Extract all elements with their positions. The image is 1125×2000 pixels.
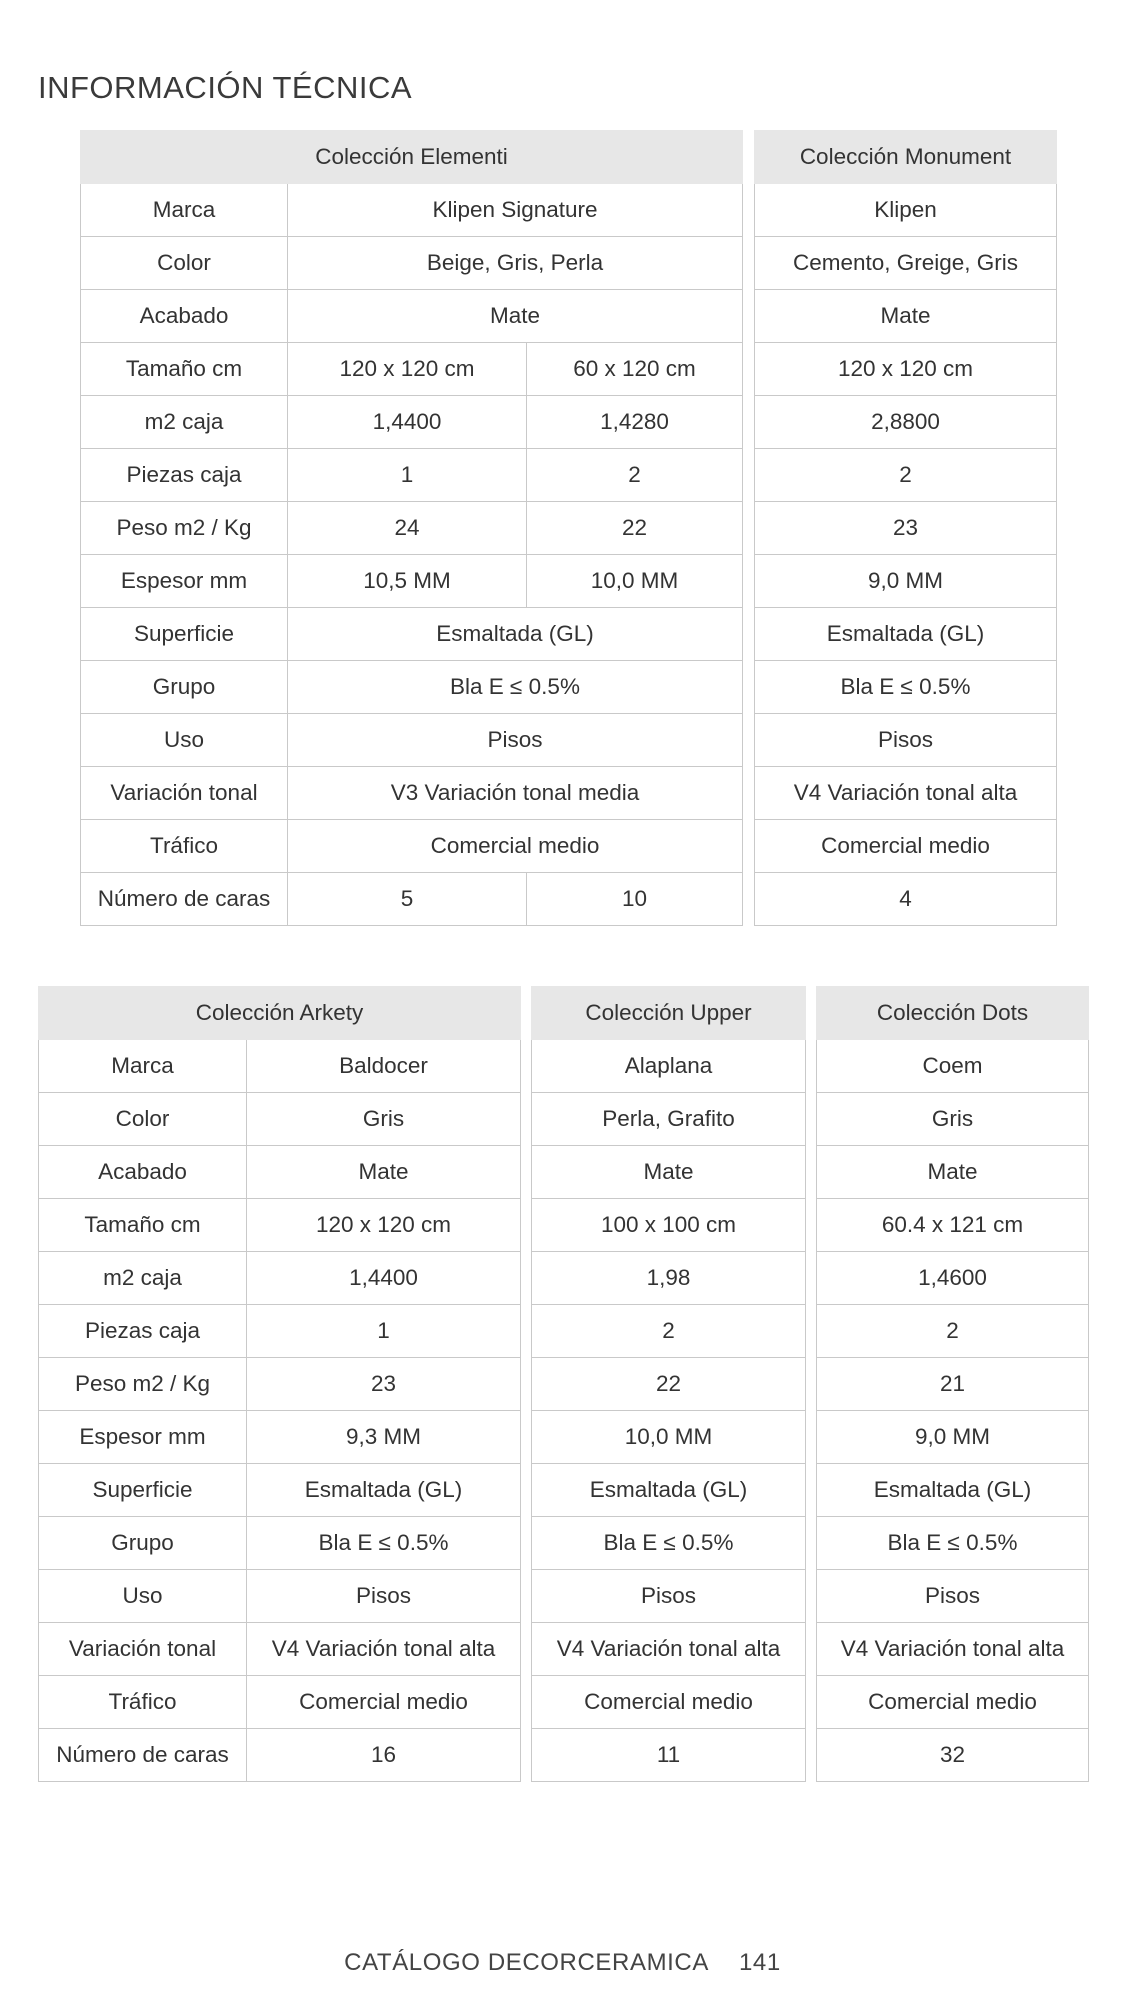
table-row xyxy=(532,1252,806,1305)
table-row xyxy=(532,1040,806,1093)
cell: 21 xyxy=(817,1358,1089,1411)
table-row xyxy=(39,1305,521,1358)
table-row xyxy=(755,767,1057,820)
cell: Pisos xyxy=(755,714,1057,767)
table-row xyxy=(81,873,743,926)
table-row xyxy=(81,555,743,608)
table-row xyxy=(755,290,1057,343)
cell: 10 xyxy=(527,873,743,926)
table-row xyxy=(817,1464,1089,1517)
table-row xyxy=(81,502,743,555)
cell: V4 Variación tonal alta xyxy=(247,1623,521,1676)
row-label: Uso xyxy=(81,714,288,767)
table-row xyxy=(532,1199,806,1252)
table-row xyxy=(532,1358,806,1411)
table-row xyxy=(532,1517,806,1570)
cell: V4 Variación tonal alta xyxy=(532,1623,806,1676)
cell: 10,0 MM xyxy=(532,1411,806,1464)
cell: Mate xyxy=(532,1146,806,1199)
cell: 2,8800 xyxy=(755,396,1057,449)
monument-spec-table xyxy=(754,130,1057,926)
cell: 22 xyxy=(527,502,743,555)
cell: Alaplana xyxy=(532,1040,806,1093)
table-row xyxy=(755,396,1057,449)
row-label: Tamaño cm xyxy=(81,343,288,396)
cell: Comercial medio xyxy=(755,820,1057,873)
cell: 16 xyxy=(247,1729,521,1782)
row-label: Grupo xyxy=(81,661,288,714)
cell: 1,4400 xyxy=(288,396,527,449)
table-row xyxy=(39,1040,521,1093)
cell: 60 x 120 cm xyxy=(527,343,743,396)
row-label: Superficie xyxy=(81,608,288,661)
table-row xyxy=(39,1729,521,1782)
row-label: Espesor mm xyxy=(81,555,288,608)
row-label: Piezas caja xyxy=(39,1305,247,1358)
dots-spec-table xyxy=(816,986,1089,1782)
table-row xyxy=(81,767,743,820)
row-label: Uso xyxy=(39,1570,247,1623)
cell: Perla, Grafito xyxy=(532,1093,806,1146)
cell: 1,98 xyxy=(532,1252,806,1305)
cell: Comercial medio xyxy=(288,820,743,873)
cell: 120 x 120 cm xyxy=(755,343,1057,396)
cell: 1,4400 xyxy=(247,1252,521,1305)
cell: 100 x 100 cm xyxy=(532,1199,806,1252)
cell: 24 xyxy=(288,502,527,555)
cell: Gris xyxy=(817,1093,1089,1146)
page-number: 141 xyxy=(738,1949,781,1976)
table-row xyxy=(81,237,743,290)
cell: 22 xyxy=(532,1358,806,1411)
cell: V4 Variación tonal alta xyxy=(755,767,1057,820)
table-row xyxy=(39,1358,521,1411)
row-label: Espesor mm xyxy=(39,1411,247,1464)
page-footer xyxy=(0,1949,1125,1977)
cell: Bla E ≤ 0.5% xyxy=(247,1517,521,1570)
row-label: Número de caras xyxy=(81,873,288,926)
table-row xyxy=(817,1517,1089,1570)
table-row xyxy=(81,714,743,767)
table-row xyxy=(817,1146,1089,1199)
table-row xyxy=(755,555,1057,608)
table-row xyxy=(39,1199,521,1252)
row-label: m2 caja xyxy=(39,1252,247,1305)
cell: 60.4 x 121 cm xyxy=(817,1199,1089,1252)
table-row xyxy=(532,1676,806,1729)
row-label: Marca xyxy=(81,184,288,237)
cell: Mate xyxy=(288,290,743,343)
row-label: Marca xyxy=(39,1040,247,1093)
row-label: Superficie xyxy=(39,1464,247,1517)
table-row xyxy=(817,1729,1089,1782)
cell: 1,4600 xyxy=(817,1252,1089,1305)
table-header-row xyxy=(39,987,521,1040)
cell: 2 xyxy=(532,1305,806,1358)
upper-header: Colección Upper xyxy=(532,987,806,1040)
table-row xyxy=(817,1358,1089,1411)
cell: V3 Variación tonal media xyxy=(288,767,743,820)
cell: 2 xyxy=(755,449,1057,502)
cell: Baldocer xyxy=(247,1040,521,1093)
table-row xyxy=(39,1676,521,1729)
table-row xyxy=(532,1623,806,1676)
elementi-header: Colección Elementi xyxy=(81,131,743,184)
footer-catalog-name: CATÁLOGO DECORCERAMICA xyxy=(344,1949,709,1976)
cell: Esmaltada (GL) xyxy=(288,608,743,661)
table-row xyxy=(817,1305,1089,1358)
page-title: INFORMACIÓN TÉCNICA xyxy=(38,70,413,105)
table-row xyxy=(39,1517,521,1570)
upper-spec-table xyxy=(531,986,806,1782)
cell: 10,5 MM xyxy=(288,555,527,608)
table-row xyxy=(817,1093,1089,1146)
table-row xyxy=(81,608,743,661)
table-row xyxy=(817,1199,1089,1252)
table-header-row xyxy=(817,987,1089,1040)
table-row xyxy=(755,449,1057,502)
cell: Pisos xyxy=(532,1570,806,1623)
cell: Mate xyxy=(755,290,1057,343)
cell: 23 xyxy=(755,502,1057,555)
row-label: Número de caras xyxy=(39,1729,247,1782)
cell: 9,0 MM xyxy=(817,1411,1089,1464)
table-row xyxy=(81,290,743,343)
table-row xyxy=(81,184,743,237)
table-row xyxy=(39,1623,521,1676)
table-row xyxy=(817,1040,1089,1093)
cell: Esmaltada (GL) xyxy=(247,1464,521,1517)
cell: Pisos xyxy=(288,714,743,767)
cell: 1 xyxy=(288,449,527,502)
cell: 9,3 MM xyxy=(247,1411,521,1464)
cell: 2 xyxy=(527,449,743,502)
cell: 1,4280 xyxy=(527,396,743,449)
table-row xyxy=(817,1570,1089,1623)
table-row xyxy=(755,184,1057,237)
cell: Klipen xyxy=(755,184,1057,237)
table-row xyxy=(39,1570,521,1623)
cell: 2 xyxy=(817,1305,1089,1358)
cell: Bla E ≤ 0.5% xyxy=(288,661,743,714)
table-row xyxy=(81,661,743,714)
table-row xyxy=(39,1252,521,1305)
cell: 4 xyxy=(755,873,1057,926)
row-label: Piezas caja xyxy=(81,449,288,502)
row-label: Peso m2 / Kg xyxy=(81,502,288,555)
cell: 32 xyxy=(817,1729,1089,1782)
cell: Gris xyxy=(247,1093,521,1146)
row-label: Peso m2 / Kg xyxy=(39,1358,247,1411)
table-row xyxy=(817,1676,1089,1729)
cell: Bla E ≤ 0.5% xyxy=(532,1517,806,1570)
cell: Cemento, Greige, Gris xyxy=(755,237,1057,290)
row-label: Color xyxy=(39,1093,247,1146)
table-header-row xyxy=(755,131,1057,184)
table-row xyxy=(532,1093,806,1146)
table-row xyxy=(817,1623,1089,1676)
table-row xyxy=(81,820,743,873)
cell: Comercial medio xyxy=(532,1676,806,1729)
cell: Comercial medio xyxy=(817,1676,1089,1729)
cell: Bla E ≤ 0.5% xyxy=(755,661,1057,714)
cell: 10,0 MM xyxy=(527,555,743,608)
table-row xyxy=(532,1570,806,1623)
table-row xyxy=(532,1146,806,1199)
table-row xyxy=(817,1252,1089,1305)
table-row xyxy=(39,1093,521,1146)
cell: Pisos xyxy=(247,1570,521,1623)
cell: Esmaltada (GL) xyxy=(817,1464,1089,1517)
arkety-header: Colección Arkety xyxy=(39,987,521,1040)
table-row xyxy=(81,449,743,502)
row-label: Tráfico xyxy=(39,1676,247,1729)
cell: Coem xyxy=(817,1040,1089,1093)
elementi-spec-table xyxy=(80,130,743,926)
table-row xyxy=(39,1411,521,1464)
cell: Pisos xyxy=(817,1570,1089,1623)
table-header-row xyxy=(532,987,806,1040)
table-row xyxy=(532,1729,806,1782)
table-row xyxy=(755,343,1057,396)
cell: Esmaltada (GL) xyxy=(532,1464,806,1517)
cell: Esmaltada (GL) xyxy=(755,608,1057,661)
cell: 5 xyxy=(288,873,527,926)
row-label: Variación tonal xyxy=(39,1623,247,1676)
table-row xyxy=(532,1464,806,1517)
table-row xyxy=(755,714,1057,767)
cell: 120 x 120 cm xyxy=(288,343,527,396)
row-label: Acabado xyxy=(81,290,288,343)
table-row xyxy=(755,608,1057,661)
table-row xyxy=(39,1464,521,1517)
cell: 23 xyxy=(247,1358,521,1411)
row-label: Grupo xyxy=(39,1517,247,1570)
table-row xyxy=(81,396,743,449)
cell: 120 x 120 cm xyxy=(247,1199,521,1252)
table-row xyxy=(532,1305,806,1358)
table-row xyxy=(39,1146,521,1199)
row-label: Color xyxy=(81,237,288,290)
cell: 1 xyxy=(247,1305,521,1358)
row-label: Variación tonal xyxy=(81,767,288,820)
table-row xyxy=(81,343,743,396)
cell: 9,0 MM xyxy=(755,555,1057,608)
table-row xyxy=(532,1411,806,1464)
row-label: Tamaño cm xyxy=(39,1199,247,1252)
cell: Mate xyxy=(817,1146,1089,1199)
arkety-spec-table xyxy=(38,986,521,1782)
table-row xyxy=(755,873,1057,926)
table-header-row xyxy=(81,131,743,184)
dots-header: Colección Dots xyxy=(817,987,1089,1040)
table-row xyxy=(755,502,1057,555)
table-row xyxy=(817,1411,1089,1464)
cell: 11 xyxy=(532,1729,806,1782)
cell: Beige, Gris, Perla xyxy=(288,237,743,290)
row-label: m2 caja xyxy=(81,396,288,449)
monument-header: Colección Monument xyxy=(755,131,1057,184)
table-row xyxy=(755,237,1057,290)
table-row xyxy=(755,661,1057,714)
cell: Klipen Signature xyxy=(288,184,743,237)
cell: Bla E ≤ 0.5% xyxy=(817,1517,1089,1570)
cell: Mate xyxy=(247,1146,521,1199)
cell: Comercial medio xyxy=(247,1676,521,1729)
table-row xyxy=(755,820,1057,873)
row-label: Tráfico xyxy=(81,820,288,873)
row-label: Acabado xyxy=(39,1146,247,1199)
cell: V4 Variación tonal alta xyxy=(817,1623,1089,1676)
